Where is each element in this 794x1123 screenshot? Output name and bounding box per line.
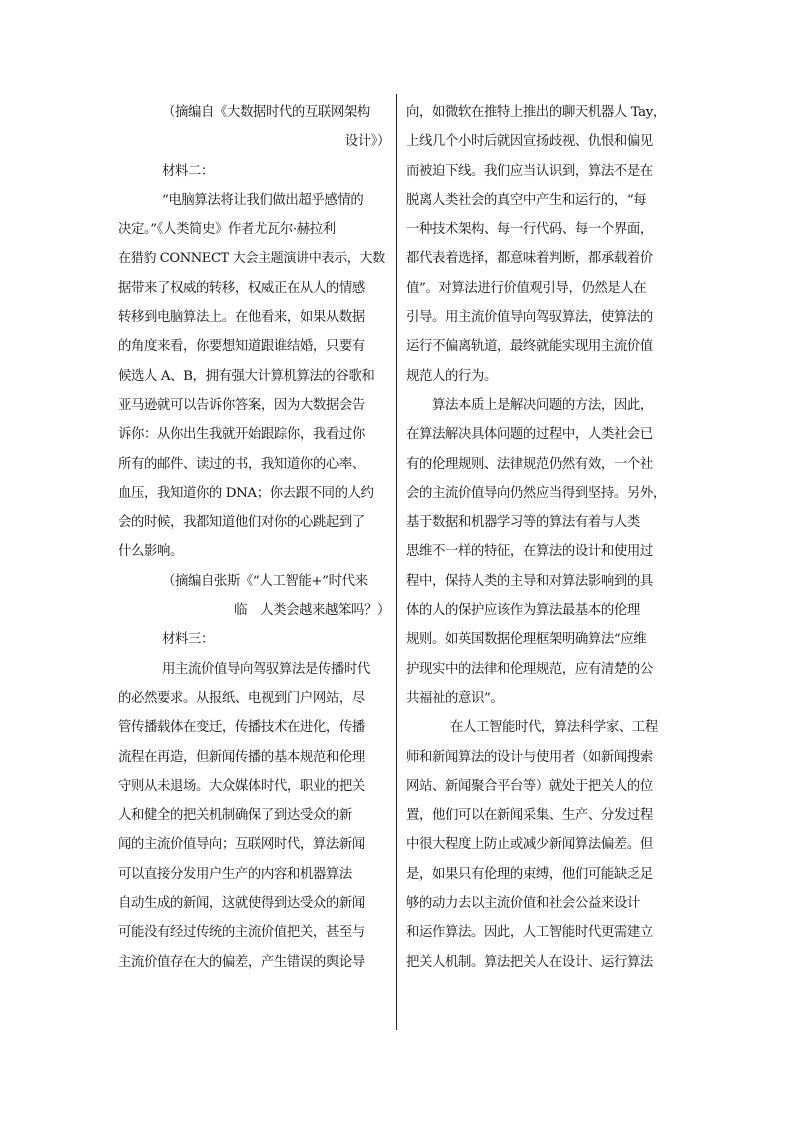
text-line: 主流价值存在大的偏差，产生错误的舆论导	[118, 954, 365, 970]
text-line: “电脑算法将让我们做出超乎感情的	[162, 192, 364, 208]
text-line: 值”。对算法进行价值观引导，仍然是人在	[406, 280, 647, 296]
text-line: 在人工智能时代，算法科学家、工程	[450, 720, 658, 736]
text-line: 中很大程度上防止或减少新闻算法偏差。但	[406, 837, 653, 853]
text-line: 什么影响。	[118, 544, 183, 560]
text-line: 转移到电脑算法上。在他看来，如果从数据	[118, 310, 365, 326]
text-line: 脱离人类社会的真空中产生和运行的，“每	[406, 192, 647, 208]
text-line: 闻的主流价值导向；互联网时代，算法新闻	[118, 837, 365, 853]
right-column	[406, 98, 678, 977]
text-line: 共福祉的意识”。	[406, 690, 504, 706]
text-line: 体的人的保护应该作为算法最基本的伦理	[406, 603, 640, 619]
text-line: 是，如果只有伦理的束缚，他们可能缺乏足	[406, 866, 653, 882]
text-line: 守则从未退场。大众媒体时代，职业的把关	[118, 778, 365, 794]
text-line: 思维不一样的特征，在算法的设计和使用过	[406, 544, 653, 560]
text-line: （摘编自《大数据时代的互联网架构	[162, 105, 370, 120]
text-line: 管传播载体在变迁，传播技术在进化，传播	[118, 720, 365, 736]
text-line: 规范人的行为。	[406, 368, 497, 384]
text-line: 人和健全的把关机制确保了到达受众的新	[118, 808, 352, 824]
text-line: 会的时候，我都知道他们对你的心跳起到了	[118, 515, 365, 531]
text-line: 有的伦理规则、法律规范仍然有效，一个社	[406, 456, 653, 472]
text-line: 在算法解决具体问题的过程中，人类社会已	[406, 427, 653, 443]
text-line: 用主流价值导向驾驭算法是传播时代	[162, 661, 370, 677]
text-line: 引导。用主流价值导向驾驭算法，使算法的	[406, 310, 653, 326]
text-line: 和运作算法。因此，人工智能时代更需建立	[406, 925, 653, 941]
text-line: 规则。如英国数据伦理框架明确算法“应维	[406, 632, 647, 648]
text-line: 算法本质上是解决问题的方法，因此，	[432, 397, 653, 413]
text-line: 把关人机制。算法把关人在设计、运行算法	[406, 954, 653, 970]
text-line: 在猎豹 CONNECT 大会主题演讲中表示，大数	[118, 251, 385, 267]
text-line: 护现实中的法律和伦理规范，应有清楚的公	[406, 661, 653, 677]
text-line: 亚马逊就可以告诉你答案，因为大数据会告	[118, 397, 365, 413]
left-column	[118, 98, 390, 977]
text-line: 向，如微软在推特上推出的聊天机器人 Tay，	[406, 105, 666, 120]
text-line: 程中，保持人类的主导和对算法影响到的具	[406, 573, 653, 589]
text-line: 材料二：	[162, 163, 214, 179]
text-line: 会的主流价值导向仍然应当得到坚持。另外，	[406, 485, 666, 501]
text-line: 一种技术架构、每一行代码、每一个界面，	[406, 222, 653, 238]
text-line: 流程在再造，但新闻传播的基本规范和伦理	[118, 749, 365, 765]
text-line: 上线几个小时后就因宣扬歧视、仇恨和偏见	[406, 134, 653, 150]
text-line: 设计》）	[344, 134, 390, 150]
text-line: 网站、新闻聚合平台等）就处于把关人的位	[406, 778, 653, 794]
text-line: 基于数据和机器学习等的算法有着与人类	[406, 515, 640, 531]
text-line: 运行不偏离轨道，最终就能实现用主流价值	[406, 339, 653, 355]
text-line: 的角度来看，你要想知道跟谁结婚，只要有	[118, 339, 365, 355]
text-line: 候选人 A、B，拥有强大计算机算法的谷歌和	[118, 368, 375, 384]
text-line: 置，他们可以在新闻采集、生产、分发过程	[406, 808, 653, 824]
text-line: 诉你：从你出生我就开始跟踪你，我看过你	[118, 427, 365, 443]
text-line: 临 人类会越来越笨吗？）	[234, 603, 390, 619]
text-line: 而被迫下线。我们应当认识到，算法不是在	[406, 163, 653, 179]
text-line: （摘编自张斯《“人工智能+”时代来	[162, 573, 368, 589]
text-line: 血压，我知道你的 DNA；你去跟不同的人约	[118, 485, 374, 501]
text-line: 都代表着选择，都意味着判断，都承载着价	[406, 251, 653, 267]
text-line: 的必然要求。从报纸、电视到门户网站，尽	[118, 690, 365, 706]
text-line: 自动生成的新闻，这就使得到达受众的新闻	[118, 896, 365, 912]
text-line: 所有的邮件、读过的书，我知道你的心率、	[118, 456, 365, 472]
text-line: 材料三：	[162, 632, 214, 648]
text-line: 可能没有经过传统的主流价值把关，甚至与	[118, 925, 365, 941]
text-line: 师和新闻算法的设计与使用者（如新闻搜索	[406, 749, 653, 765]
text-line: 决定。”《人类简史》作者尤瓦尔·赫拉利	[118, 222, 336, 238]
text-line: 够的动力去以主流价值和社会公益来设计	[406, 896, 640, 912]
text-line: 可以直接分发用户生产的内容和机器算法	[118, 866, 352, 882]
text-line: 据带来了权威的转移，权威正在从人的情感	[118, 280, 365, 296]
column-divider	[396, 94, 397, 1030]
